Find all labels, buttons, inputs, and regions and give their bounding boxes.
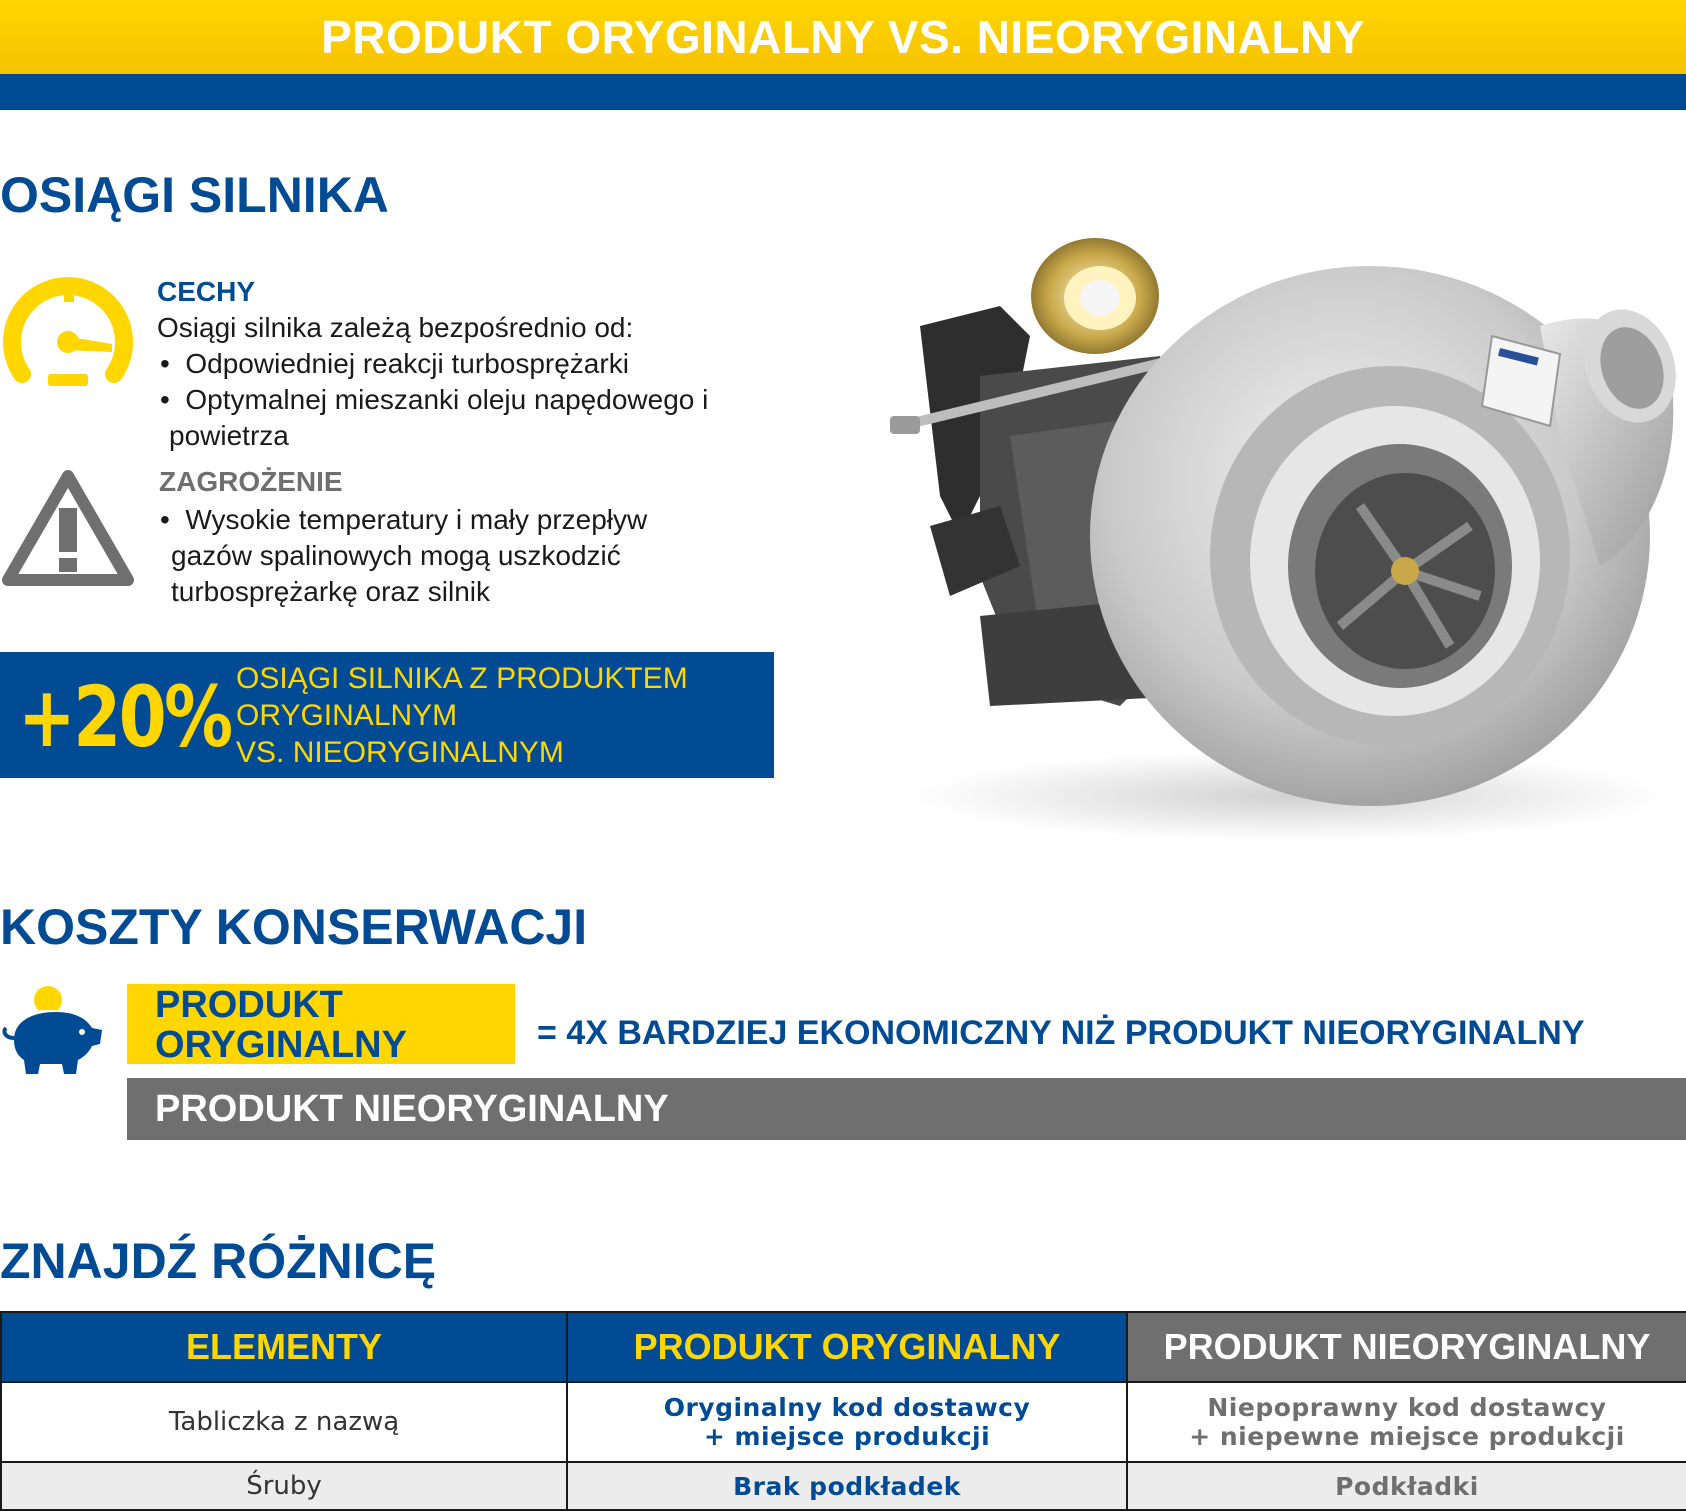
- piggy-bank-icon: [0, 980, 106, 1076]
- list-item-continuation: powietrza: [169, 420, 289, 451]
- section-title-costs: KOSZTY KONSERWACJI: [0, 899, 588, 955]
- list-item: • Optymalnej mieszanki oleju napędowego i: [160, 384, 709, 415]
- column-header: ELEMENTY: [1, 1312, 567, 1382]
- performance-caption-line: OSIĄGI SILNIKA Z PRODUKTEM: [236, 662, 688, 695]
- element-cell: Tabliczka z nazwą: [1, 1382, 567, 1462]
- speedometer-icon: [0, 274, 136, 394]
- economy-comparison: = 4X BARDZIEJ EKONOMICZNY NIŻ PRODUKT NIEORYGINALNY: [537, 1014, 1585, 1052]
- original-cell: Brak podkładek: [567, 1462, 1127, 1510]
- table-row: [1, 1462, 1686, 1510]
- table-row: [1, 1382, 1686, 1462]
- list-item-continuation: turbosprężarkę oraz silnik: [171, 576, 491, 607]
- header-stripe: [0, 74, 1686, 110]
- section-title-differences: ZNAJDŹ RÓŻNICĘ: [0, 1233, 437, 1289]
- table-header-row: [1, 1312, 1686, 1382]
- element-cell: Śruby: [1, 1462, 567, 1510]
- nonoriginal-cell: Podkładki: [1127, 1462, 1686, 1510]
- list-item-continuation: gazów spalinowych mogą uszkodzić: [171, 540, 621, 571]
- performance-caption-line: ORYGINALNYM: [236, 699, 458, 732]
- threat-label: ZAGROŻENIE: [159, 466, 343, 497]
- features-label: CECHY: [157, 276, 256, 307]
- original-cell: Oryginalny kod dostawcy + miejsce produkcji: [567, 1382, 1127, 1462]
- warning-icon: [0, 466, 136, 590]
- original-product-label-line: PRODUKT: [155, 984, 343, 1026]
- column-header: PRODUKT ORYGINALNY: [567, 1312, 1127, 1382]
- nonoriginal-cell: Niepoprawny kod dostawcy + niepewne miejsce produkcji: [1127, 1382, 1686, 1462]
- list-item: • Wysokie temperatury i mały przepływ: [160, 504, 648, 535]
- features-intro: Osiągi silnika zależą bezpośrednio od:: [157, 312, 634, 343]
- list-item: • Odpowiedniej reakcji turbosprężarki: [160, 348, 629, 379]
- differences-table: [0, 1311, 1686, 1511]
- performance-caption-line: VS. NIEORYGINALNYM: [236, 736, 564, 769]
- column-header: PRODUKT NIEORYGINALNY: [1127, 1312, 1686, 1382]
- page-title: PRODUKT ORYGINALNY VS. NIEORYGINALNY: [321, 11, 1365, 63]
- original-product-label-line: ORYGINALNY: [155, 1024, 407, 1066]
- nonoriginal-product-label: PRODUKT NIEORYGINALNY: [155, 1088, 669, 1130]
- section-title-performance: OSIĄGI SILNIKA: [0, 167, 389, 223]
- header-banner: [0, 0, 1686, 74]
- performance-percent: +20%: [18, 668, 231, 766]
- turbocharger-image: [860, 236, 1686, 846]
